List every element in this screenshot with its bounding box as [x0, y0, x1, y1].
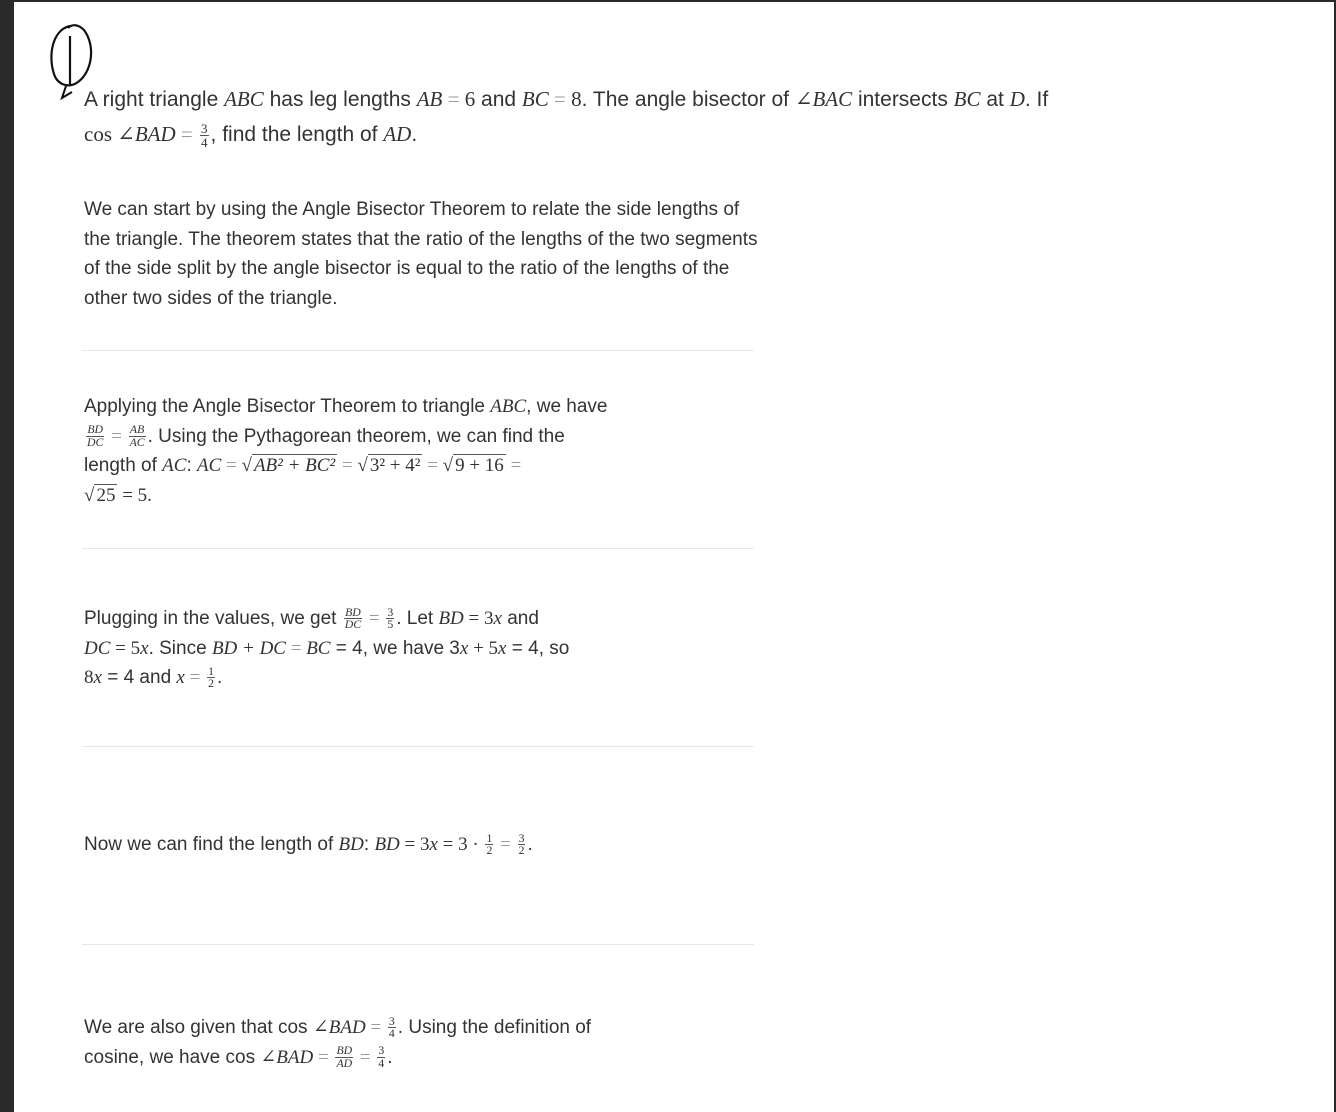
text-run: 2 [208, 677, 214, 691]
math-sqrt [242, 454, 338, 476]
math-expression: BC [306, 637, 331, 659]
math-expression: x [93, 667, 102, 688]
math-fraction [388, 1016, 396, 1041]
math-expression: cos [84, 122, 118, 146]
question-text [84, 82, 1274, 152]
text-run: has leg lengths [263, 88, 417, 111]
math-expression: = [365, 1017, 386, 1038]
text-run: . Using the definition of [397, 1017, 592, 1038]
math-expression: BC [521, 87, 549, 111]
math-fraction [386, 607, 394, 632]
text-run: 5 [387, 618, 394, 632]
text-run: 4 [388, 1027, 395, 1041]
text-run: . If [1024, 88, 1049, 111]
math-expression: x [493, 608, 502, 629]
math-expression: ∠BAD [117, 122, 176, 146]
math-sqrt [84, 484, 117, 506]
text-run: Now we can find the length of [84, 834, 339, 855]
math-fraction [485, 833, 493, 858]
math-expression: = [548, 87, 572, 111]
math-expression: BD [438, 608, 464, 629]
math-expression: = [337, 455, 358, 476]
math-expression: ABC [224, 87, 264, 111]
math-expression: = [442, 87, 465, 111]
text-run: √ [357, 455, 368, 476]
text-run: . Since [148, 637, 212, 659]
math-expression: x [498, 637, 507, 659]
math-expression: AB² + BC² [253, 455, 336, 476]
math-expression: = [221, 455, 242, 476]
math-expression: x [429, 834, 438, 855]
math-expression: + 5 [468, 637, 499, 659]
text-run: . [411, 123, 418, 146]
text-run: BD [336, 1044, 353, 1058]
math-expression: DC [84, 637, 111, 659]
math-expression: ∠BAC [794, 87, 853, 111]
math-expression: 8 [571, 87, 582, 111]
text-run: Applying the Angle Bisector Theorem to triangle [84, 396, 491, 417]
math-expression: BC [953, 87, 981, 111]
text-run: DC [87, 435, 104, 449]
text-run: 9 + 16 [455, 455, 504, 476]
text-run: . [387, 1046, 393, 1068]
text-run: 3² + 4² [369, 455, 421, 476]
text-run: We are also given that cos [84, 1017, 313, 1038]
math-fraction [129, 424, 146, 449]
solution-step-1 [84, 195, 764, 313]
solution-step-2 [84, 392, 764, 510]
math-expression: = [285, 637, 307, 659]
math-expression: BD [338, 834, 364, 855]
text-run: √ [241, 455, 252, 476]
text-run: AD [336, 1056, 353, 1070]
text-run: 4 [378, 1056, 385, 1070]
math-expression: ∠BAD [260, 1046, 314, 1068]
text-run: , find the length of [210, 123, 384, 146]
step-divider [82, 944, 754, 945]
text-run: cosine, we have cos [84, 1046, 261, 1068]
math-sqrt [443, 454, 506, 476]
text-run: . [527, 834, 533, 855]
math-fraction [207, 666, 215, 691]
text-run: . Let [396, 608, 439, 629]
text-run: intersects [852, 88, 954, 111]
math-expression: BD [374, 834, 400, 855]
math-expression: = 3 · [437, 834, 484, 855]
math-expression: ABC [490, 396, 527, 417]
text-run: We can start by using the Angle Bisector Theorem to relate the side lengths of the triangle. The theorem states that the ratio of the lengths of the two segments of the side split by the angle bisector is equal to the ratio of the lengths of the other two sides of the triangle. [84, 199, 758, 309]
text-run: . [216, 667, 223, 688]
math-expression: D [1009, 87, 1025, 111]
text-run: AC [129, 435, 145, 449]
text-run: 3 [201, 120, 208, 136]
solution-step-5 [84, 1013, 764, 1072]
text-run: √ [442, 455, 454, 476]
text-run: AB [129, 423, 145, 437]
math-expression: = [313, 1046, 334, 1068]
math-expression: AD [383, 122, 412, 146]
math-expression: = [175, 122, 199, 146]
text-run: 3 [518, 831, 525, 845]
math-expression: = 3 [399, 834, 430, 855]
math-expression: AC [162, 455, 187, 476]
text-run: A right triangle [84, 88, 225, 111]
math-expression: 6 [464, 87, 476, 111]
fraction-3-4 [200, 122, 209, 149]
math-expression: = [364, 608, 385, 629]
text-run: , we have [526, 396, 608, 417]
math-expression: ∠BAD [312, 1017, 366, 1038]
math-expression: = 5. [117, 484, 152, 506]
text-run: = 4, we have 3 [330, 637, 460, 659]
step-divider [82, 350, 754, 351]
math-expression: x [176, 667, 185, 688]
text-run: 1 [208, 664, 214, 678]
math-expression: = 3 [463, 608, 494, 629]
math-fraction [518, 833, 526, 858]
math-sqrt [357, 454, 422, 476]
text-run: Plugging in the values, we get [84, 608, 342, 629]
math-expression: = [422, 455, 443, 476]
math-expression: AC [197, 455, 222, 476]
math-expression: AB [416, 87, 443, 111]
text-run: and [501, 608, 539, 629]
solution-step-4 [84, 830, 764, 860]
text-run: 2 [518, 844, 525, 858]
math-expression: x [140, 637, 149, 659]
text-run: : [186, 455, 198, 476]
step-divider [82, 746, 754, 747]
document-page [14, 2, 1334, 1112]
math-fraction [86, 424, 104, 449]
math-fraction [335, 1045, 353, 1070]
text-run: length of [84, 455, 163, 476]
text-run: and [475, 88, 522, 111]
math-expression: = [495, 834, 516, 855]
math-expression: BD + DC [211, 637, 286, 659]
text-run: . Using the Pythagorean theorem, we can find the [147, 425, 565, 447]
solution-step-3 [84, 604, 764, 693]
text-run: at [980, 88, 1010, 111]
text-run: BD [87, 423, 104, 437]
math-expression: 8 [84, 667, 94, 688]
text-run: 2 [486, 844, 493, 858]
text-run: DC [344, 618, 362, 632]
math-expression: = [106, 425, 127, 447]
math-expression: = 5 [110, 637, 141, 659]
text-run: 1 [486, 831, 493, 845]
text-run: : [363, 834, 375, 855]
text-run: 3 [388, 1014, 395, 1028]
text-run: BD [345, 605, 361, 619]
text-run: = 4, so [506, 637, 570, 659]
text-run: . The angle bisector of [581, 88, 795, 111]
math-expression: = [184, 667, 206, 688]
step-divider [82, 548, 754, 549]
math-fraction [377, 1045, 385, 1070]
text-run: = 4 and [101, 667, 177, 688]
text-run: 25 [96, 484, 116, 506]
text-run: 3 [387, 605, 394, 619]
text-run: 3 [378, 1044, 385, 1058]
text-run: 4 [201, 134, 208, 150]
text-run: √ [84, 484, 95, 506]
math-expression: = [355, 1046, 376, 1068]
math-expression: = [505, 455, 522, 476]
math-expression: x [459, 637, 469, 659]
math-fraction [344, 607, 362, 632]
